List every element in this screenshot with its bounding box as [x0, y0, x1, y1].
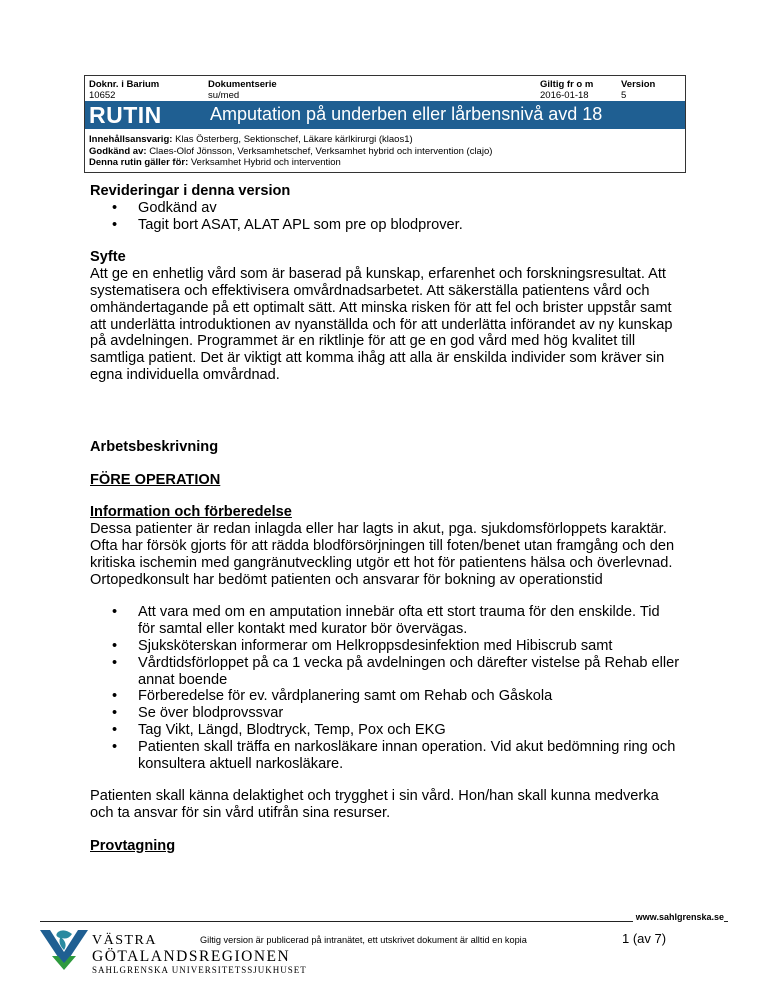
- fore-operation-heading: FÖRE OPERATION: [90, 471, 221, 488]
- list-item: • Se över blodprovssvar: [90, 705, 680, 722]
- list-item: • Att vara med om en amputation innebär ofta ett stort trauma för den enskilde. Tid för samtal eller kontakt med kurator bör övervägas.: [90, 604, 680, 638]
- metadata-row: [85, 76, 685, 101]
- footer-divider: [40, 921, 728, 922]
- closing-text: Patienten skall känna delaktighet och trygghet i sin vård. Hon/han skall kunna medverka och ta ansvar för sin vård utifrån sina resurser.: [90, 788, 659, 822]
- approved-label: Godkänd av:: [89, 145, 147, 157]
- content-resp-label: Innehållsansvarig:: [89, 134, 173, 145]
- information-heading: Information och förberedelse: [90, 504, 292, 521]
- responsibility-block: [85, 129, 685, 172]
- content-resp-value: Klas Österberg, Sektionschef, Läkare kärlkirurgi (klaos1): [175, 134, 413, 145]
- document-header: [84, 75, 686, 173]
- giltig-cell: [540, 79, 593, 101]
- provtagning-heading: Provtagning: [90, 837, 176, 854]
- arbetsbeskrivning-heading: Arbetsbeskrivning: [90, 438, 219, 455]
- logo-text-region: GÖTALANDSREGIONEN: [92, 948, 291, 965]
- logo-text-vastra: VÄSTRA: [92, 933, 158, 948]
- list-item: • Godkänd av: [90, 200, 680, 217]
- serie-value: su/med: [208, 90, 240, 101]
- title-bar: [85, 101, 685, 129]
- doknr-label: Doknr. i Barium: [89, 79, 160, 90]
- applies-to: [89, 157, 681, 169]
- footer-url: www.sahlgrenska.se: [633, 912, 724, 922]
- applies-value: Verksamhet Hybrid och intervention: [190, 157, 341, 168]
- rutin-label: RUTIN: [89, 102, 162, 128]
- preparation-list: [90, 604, 680, 772]
- serie-cell: [208, 79, 277, 101]
- list-item: • Sjuksköterskan informerar om Helkroppsdesinfektion med Hibiscrub samt: [90, 638, 680, 655]
- syfte-heading: Syfte: [90, 249, 126, 266]
- syfte-text: Att ge en enhetlig vård som är baserad på kunskap, erfarenhet och forskningsresultat. Att systematisera och effektivisera omvårdnadsarbetet. Att säkerställa patientens vård och omhändertagande på ett optimalt sätt. Att minska risken för att fel och brister uppstår samt att underlätta introduktionen av nyanställda och för att underlätta införandet av ny kunskap på avdelningen. Programmet är en riktlinje för att ge en god vård med hög kvalitet till samtliga patient. Det är viktigt att komma ihåg att alla är enskilda individer som kräver sin egna individuella omvårdnad.: [90, 266, 673, 383]
- version-label: Version: [621, 79, 656, 90]
- approved-value: Claes-Olof Jönsson, Verksamhetschef, Verksamhet hybrid och intervention (clajo): [149, 145, 493, 157]
- revisions-list: [90, 200, 680, 234]
- page-number: 1 (av 7): [622, 931, 667, 946]
- giltig-label: Giltig fr o m: [540, 79, 594, 90]
- approved-by: [89, 146, 681, 158]
- serie-label: Dokumentserie: [208, 79, 277, 90]
- footer-note: Giltig version är publicerad på intranätet, ett utskrivet dokument är alltid en kopia: [200, 935, 527, 945]
- giltig-value: 2016-01-18: [540, 90, 589, 101]
- revisions-heading: Revideringar i denna version: [90, 183, 291, 199]
- logo-text-hospital: SAHLGRENSKA UNIVERSITETSSJUKHUSET: [92, 965, 307, 975]
- version-value: 5: [621, 90, 627, 101]
- content-responsible: [89, 134, 681, 146]
- list-item: • Patienten skall träffa en narkosläkare innan operation. Vid akut bedömning ring och konsultera aktuell narkosläkare.: [90, 739, 680, 773]
- list-item: • Förberedelse för ev. vårdplanering samt om Rehab och Gåskola: [90, 688, 680, 705]
- list-item: • Vårdtidsförloppet på ca 1 vecka på avdelningen och därefter vistelse på Rehab eller annat boende: [90, 655, 680, 689]
- document-title: Amputation på underben eller lårbensnivå avd 18: [210, 104, 603, 124]
- list-item: • Tag Vikt, Längd, Blodtryck, Temp, Pox och EKG: [90, 722, 680, 739]
- doknr-cell: [89, 79, 159, 101]
- vgr-logo-icon: [38, 926, 90, 972]
- version-cell: [621, 79, 655, 101]
- document-body: [90, 183, 680, 855]
- information-text-2: Ortopedkonsult har bedömt patienten och ansvarar för bokning av operationstid: [90, 571, 603, 588]
- information-text: Dessa patienter är redan inlagda eller har lagts in akut, pga. sjukdomsförloppets karaktär. Ofta har försök gjorts för att rädda blodförsörjningen till foten/benet utan framgång och den kritiska ischemin med gangränutveckling utgör ett hot för patientens hälsa och överlevnad.: [90, 521, 675, 571]
- list-item: • Tagit bort ASAT, ALAT APL som pre op blodprover.: [90, 217, 680, 234]
- doknr-value: 10652: [89, 90, 116, 101]
- applies-label: Denna rutin gäller för:: [89, 157, 189, 168]
